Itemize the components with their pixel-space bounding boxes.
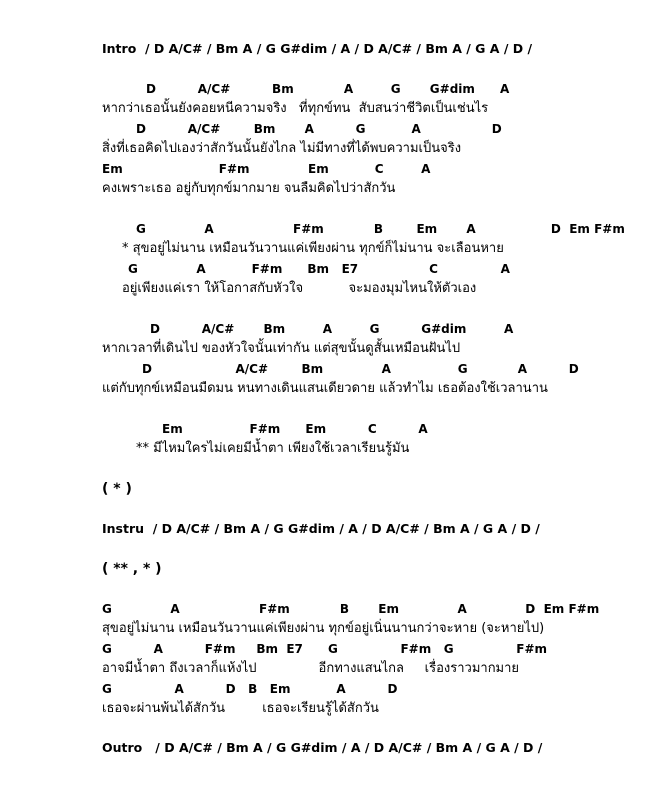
final-lyrics-3: เธอจะผ่านพ้นได้สักวัน เธอจะเรียนรู้ได้สักวัน <box>102 701 379 716</box>
bridge-lyrics-1: ** มีไหมใครไม่เคยมีน้ำตา เพียงใช้เวลาเรียนรู้มัน <box>136 441 410 456</box>
chorus-chords-1: G A F#m B Em A D Em F#m <box>136 222 625 236</box>
final-chords-3: G A D B Em A D <box>102 682 398 696</box>
chorus-lyrics-1: * สุขอยู่ไม่นาน เหมือนวันวานแค่เพียงผ่าน ทุกข์ก็ไม่นาน จะเลือนหาย <box>122 241 504 256</box>
final-lyrics-2: อาจมีน้ำตา ถึงเวลาก็แห้งไป อีกทางแสนไกล เรื่องราวมากมาย <box>102 661 520 676</box>
verse1-chords-2: D A/C# Bm A G A D <box>136 122 502 136</box>
final-chords-2: G A F#m Bm E7 G F#m G F#m <box>102 642 548 656</box>
repeat-chorus-marker: ( * ) <box>102 481 132 497</box>
verse1-chords-3: Em F#m Em C A <box>102 162 431 176</box>
outro-line: Outro / D A/C# / Bm A / G G#dim / A / D A/C# / Bm A / G A / D / <box>102 740 543 755</box>
verse1-lyrics-2: สิ่งที่เธอคิดไปเองว่าสักวันนั้นยังไกล ไม่มีทางที่ได้พบความเป็นจริง <box>102 141 462 156</box>
verse2-lyrics-1: หากเวลาที่เดินไป ของหัวใจนั้นเท่ากัน แต่สุขนั้นดูสั้นเหมือนฝันไป <box>102 341 461 356</box>
bridge-chords-1: Em F#m Em C A <box>162 422 428 436</box>
verse1-lyrics-1: หากว่าเธอนั้นยังคอยหนีความจริง ที่ทุกข์ทน สับสนว่าชีวิตเป็นเช่นไร <box>102 101 489 116</box>
intro-line: Intro / D A/C# / Bm A / G G#dim / A / D A/C# / Bm A / G A / D / <box>102 41 533 56</box>
final-lyrics-1: สุขอยู่ไม่นาน เหมือนวันวานแค่เพียงผ่าน ทุกข์อยู่เนิ่นนานกว่าจะหาย (จะหายไป) <box>102 621 545 636</box>
final-chords-1: G A F#m B Em A D Em F#m <box>102 602 600 616</box>
verse2-chords-1: D A/C# Bm A G G#dim A <box>150 322 514 336</box>
verse1-lyrics-3: คงเพราะเธอ อยู่กับทุกข์มากมาย จนลืมคิดไปว่าสักวัน <box>102 181 396 196</box>
repeat-bridge-chorus-marker: ( ** , * ) <box>102 561 162 577</box>
chorus-lyrics-2: อยู่เพียงแค่เรา ให้โอกาสกับหัวใจ จะมองมุมไหนให้ตัวเอง <box>122 281 477 296</box>
chorus-chords-2: G A F#m Bm E7 C A <box>128 262 510 276</box>
verse2-lyrics-2: แต่กับทุกข์เหมือนมืดมน หนทางเดินแสนเดียวดาย แล้วทำไม เธอต้องใช้เวลานาน <box>102 381 548 396</box>
instru-line: Instru / D A/C# / Bm A / G G#dim / A / D A/C# / Bm A / G A / D / <box>102 521 540 536</box>
verse1-chords-1: D A/C# Bm A G G#dim A <box>146 82 510 96</box>
verse2-chords-2: D A/C# Bm A G A D <box>142 362 579 376</box>
